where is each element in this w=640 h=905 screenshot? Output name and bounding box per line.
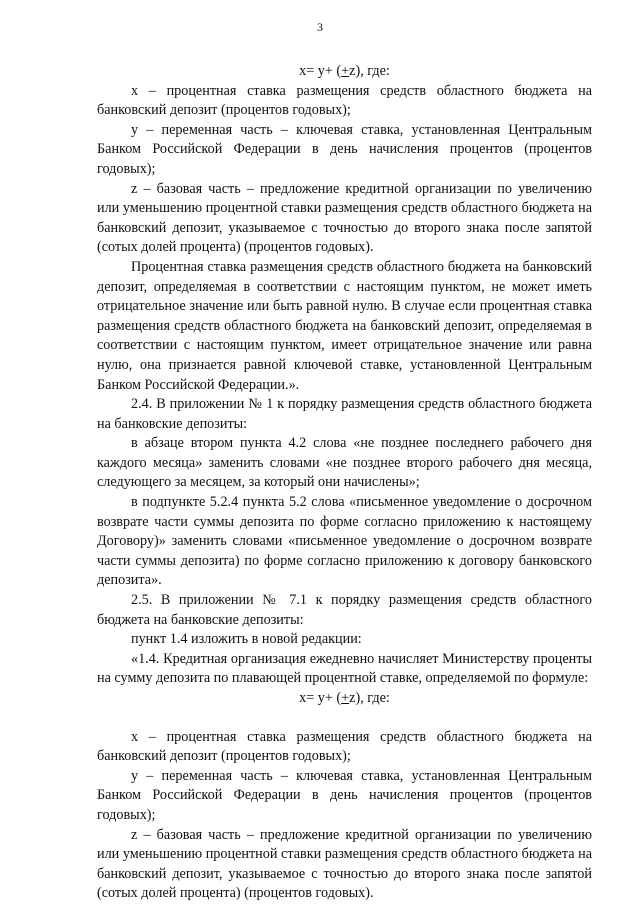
def-y-1: y – переменная часть – ключевая ставка, установленная Центральным Банком Российской Федерации в день начисления процентов (процентов годовых); xyxy=(97,121,592,177)
item-2-4: 2.4. В приложении № 1 к порядку размещения средств областного бюджета на банковские депозиты: xyxy=(97,396,592,432)
formula-2-pm: + xyxy=(341,690,350,706)
def-y-2: y – переменная часть – ключевая ставка, установленная Центральным Банком Российской Федерации в день начисления процентов (процентов годовых); xyxy=(97,767,592,823)
def-z-2: z – базовая часть – предложение кредитной организации по увеличению или уменьшению процентной ставки размещения средств областного бюджета на банковский депозит, указываемое с точностью до второго знака после запятой (сотых долей процента) (процентов годовых). xyxy=(97,826,592,902)
formula-1-rest: z), где: xyxy=(349,63,390,79)
item-1-4: «1.4. Кредитная организация ежедневно начисляет Министерству проценты на сумму депозита по плавающей процентной ставке, определяемой по формуле: xyxy=(97,650,592,687)
page-number: 3 xyxy=(317,20,323,34)
item-2-4-b: в подпункте 5.2.4 пункта 5.2 слова «письменное уведомление о досрочном возврате части суммы депозита по форме согласно приложению к настоящему Договору)» заменить словами «письменное уведомление о досрочном возврате части суммы депозита) по форме согласно приложению к договору банковского депозита». xyxy=(97,494,592,589)
item-2-4-a: в абзаце втором пункта 4.2 слова «не позднее последнего рабочего дня каждого месяца» заменить словами «не позднее второго рабочего дня месяца, следующего за месяцем, за который они начислены»; xyxy=(97,435,592,491)
def-x-2: x – процентная ставка размещения средств областного бюджета на банковский депозит (процентов годовых); xyxy=(97,728,592,765)
def-x-1: x – процентная ставка размещения средств областного бюджета на банковский депозит (процентов годовых); xyxy=(97,82,592,119)
document-body xyxy=(97,62,592,904)
formula-2-rest: z), где: xyxy=(349,690,390,706)
formula-1-main: x= y+ ( xyxy=(299,63,342,79)
formula-2 xyxy=(97,689,592,709)
spacer xyxy=(97,709,592,728)
formula-2-main: x= y+ ( xyxy=(299,690,342,706)
formula-1 xyxy=(97,62,592,82)
def-z-1: z – базовая часть – предложение кредитной организации по увеличению или уменьшению процентной ставки размещения средств областного бюджета на банковский депозит, указываемое с точностью до второго знака после запятой (сотых долей процента) (процентов годовых). xyxy=(97,180,592,256)
rate-paragraph: Процентная ставка размещения средств областного бюджета на банковский депозит, определяемая в соответствии с настоящим пунктом, не может иметь отрицательное значение или быть равной нулю. В случае если процентная ставка размещения средств областного бюджета на банковский депозит, определяемая в соответствии с настоящим пунктом, имеет отрицательное значение или равна нулю, она признается равной ключевой ставке, установленной Центральным Банком Российской Федерации.». xyxy=(97,258,592,393)
item-2-5-a: пункт 1.4 изложить в новой редакции: xyxy=(131,631,362,648)
item-2-5: 2.5. В приложении № 7.1 к порядку размещения средств областного бюджета на банковские депозиты: xyxy=(97,592,592,628)
formula-1-pm: + xyxy=(341,63,350,79)
